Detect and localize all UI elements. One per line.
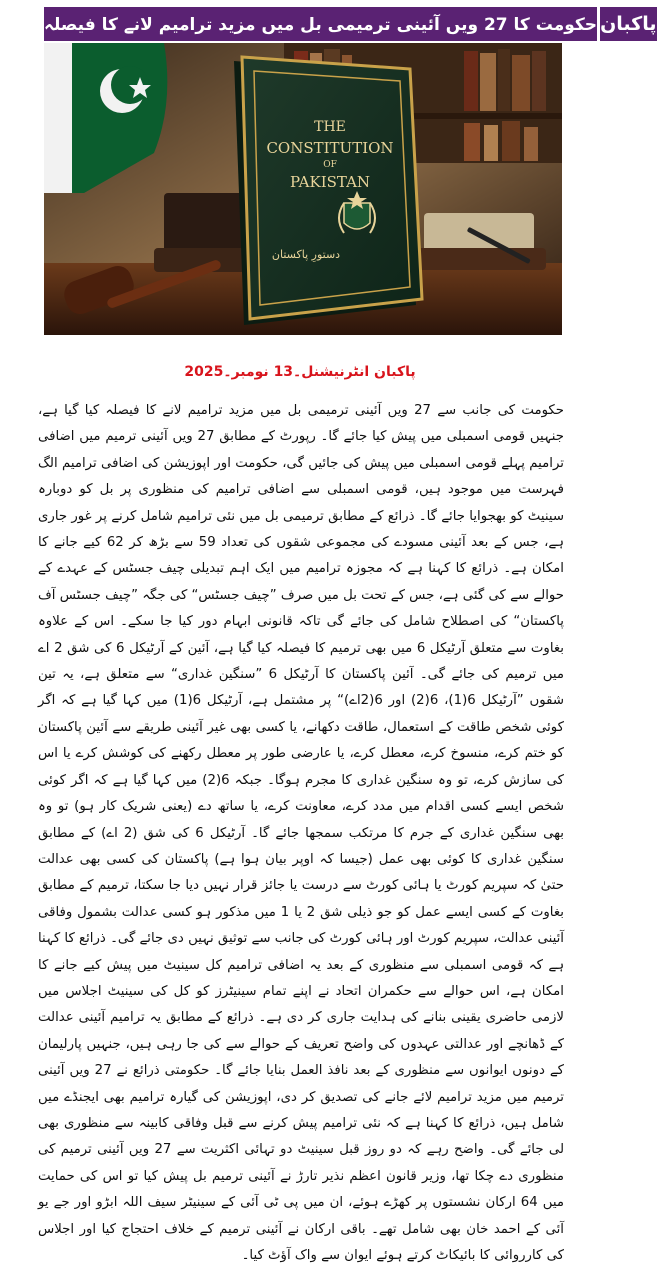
book-title-line4: PAKISTAN: [289, 173, 371, 191]
book-title-line3: OF: [323, 160, 337, 170]
dateline: پاکبان انٹرنیشنل۔13 نومبر۔2025: [184, 364, 416, 380]
header-bar: [44, 7, 657, 41]
book-title-line1: THE: [314, 119, 346, 135]
article-body: [38, 398, 564, 1269]
brand-logo: پاکبان: [597, 7, 656, 41]
book-subtitle: دستورِ پاکستان: [271, 248, 341, 261]
constitution-book: [234, 57, 422, 325]
book-title-line2: CONSTITUTION: [266, 139, 394, 157]
article-photo: [44, 43, 562, 335]
article-paragraph: حکومت کی جانب سے 27 ویں آئینی ترمیمی بل میں مزید ترامیم لانے کا فیصلہ کیا گیا ہے، جنہیں قومی اسمبلی میں پیش کیا جائے گا۔ رپورٹ کے مطابق 27 ویں آئینی ترمیم میں اضافی ترامیم پہلے قومی اسمبلی میں پیش کی جائیں گی، حکومت اور اپوزیشن کی اضافی ترامیم الگ فہرست میں موجود ہیں، قومی اسمبلی سے اضافی ترامیم کی منظوری پر بل کو دوبارہ سینیٹ کو بھجوایا جائے گا۔ ذرائع کے مطابق ترمیمی بل میں نئی ترامیم شامل کرنے پر غور جاری ہے، جس کے بعد آئینی مسودے کی مجموعی شقوں کی تعداد 59 سے بڑھ کر 62 کیے جانے کا امکان ہے۔ ذرائع کا کہنا ہے کہ مجوزہ ترامیم میں ایک اہم تبدیلی چیف جسٹس کے عہدے کے حوالے سے کی گئی ہے، جس کے تحت بل میں صرف ”چیف جسٹس“ کی جگہ ”چیف جسٹس آف پاکستان“ کی اصطلاح شامل کی جائے گی تاکہ قانونی ابہام دور کیا جا سکے۔ اس کے علاوہ بغاوت سے متعلق آرٹیکل 6 میں بھی ترمیم کا فیصلہ کیا گیا ہے، آئین کے آرٹیکل 6 کی شق 2 اے میں ترمیم کی جائے گی۔ آئین پاکستان کا آرٹیکل 6 ”سنگین غداری“ سے متعلق ہے، یہ تین شقوں ”آرٹیکل 6(1)، 6(2) اور 6(2اے)“ پر مشتمل ہے، آرٹیکل 6(1) میں کہا گیا ہے کہ اگر کوئی شخص طاقت کے استعمال، طاقت دکھانے، یا کسی بھی غیر آئینی طریقے سے آئین پاکستان کو ختم کرے، منسوخ کرے، معطل کرے، یا عارضی طور پر معطل رکھنے کی کوشش کرے یا اس کی سازش کرے، تو وہ سنگین غداری کا مجرم ہوگا۔ جبکہ 6(2) میں کہا گیا ہے کہ اگر کوئی شخص ایسے کسی اقدام میں مدد کرے، معاونت کرے، یا ساتھ دے (یعنی شریک کار ہو) تو وہ بھی سنگین غداری کے جرم کا مرتکب سمجھا جائے گا۔ آرٹیکل 6 کی شق (2 اے) کے مطابق سنگین غداری کا کوئی بھی عمل (جیسا کہ اوپر بیان ہوا ہے) پاکستان کی کسی بھی عدالت حتیٰ کہ سپریم کورٹ یا ہائی کورٹ سے درست یا جائز قرار نہیں دیا جا سکتا، ترمیم کے مطابق بغاوت کے کسی ایسے عمل کو جو ذیلی شق 2 یا 1 میں مذکور ہو کسی عدالت بشمول وفاقی آئینی عدالت، سپریم کورٹ اور ہائی کورٹ کی جانب سے توثیق نہیں دی جائے گی۔ ذرائع کا کہنا ہے کہ قومی اسمبلی سے منظوری کے بعد یہ اضافی ترامیم کل سینیٹ میں پیش کیے جانے کا امکان ہے، اس حوالے سے حکمران اتحاد نے اپنے تمام سینیٹرز کو کل کی سینیٹ اجلاس میں لازمی حاضری یقینی بنانے کی ہدایت جاری کر دی ہے۔ ذرائع کے مطابق یہ ترامیم آئینی عدالت کے ڈھانچے اور عدالتی عہدوں کی واضح تعریف کے حوالے سے کی جا رہی ہیں، جنہیں پارلیمان کے دونوں ایوانوں سے منظوری کے بعد نافذ العمل بنایا جائے گا۔ حکومتی ذرائع نے 27 ویں آئینی ترمیم میں مزید ترامیم لائے جانے کی تصدیق کر دی، اپوزیشن کی گیارہ ترامیم بھی ایجنڈے میں شامل ہیں، ذرائع کا کہنا ہے کہ نئی ترامیم پیش کرنے سے قبل وفاقی کابینہ سے منظوری بھی لی جائے گی۔ واضح رہے کہ دو روز قبل سینیٹ دو تہائی اکثریت سے 27 ویں آئینی ترمیم کی منظوری دے چکا تھا، وزیر قانون اعظم نذیر تارڑ نے آئینی ترمیم بل پیش کیا تو اس کی حمایت میں 64 ارکان نشستوں پر کھڑے ہوئے، ان میں پی ٹی آئی کے سینیٹر سیف اللہ ابڑو اور جے یو آئی کے احمد خان بھی شامل تھے۔ باقی ارکان نے آئینی ترمیم کے خلاف احتجاج کیا اور اجلاس کی کارروائی کا بائیکاٹ کرتے ہوئے ایوان سے واک آؤٹ کیا۔: [38, 403, 565, 1263]
headline: حکومت کا 27 ویں آئینی ترمیمی بل میں مزید ترامیم لانے کا فیصلہ: [44, 7, 597, 41]
